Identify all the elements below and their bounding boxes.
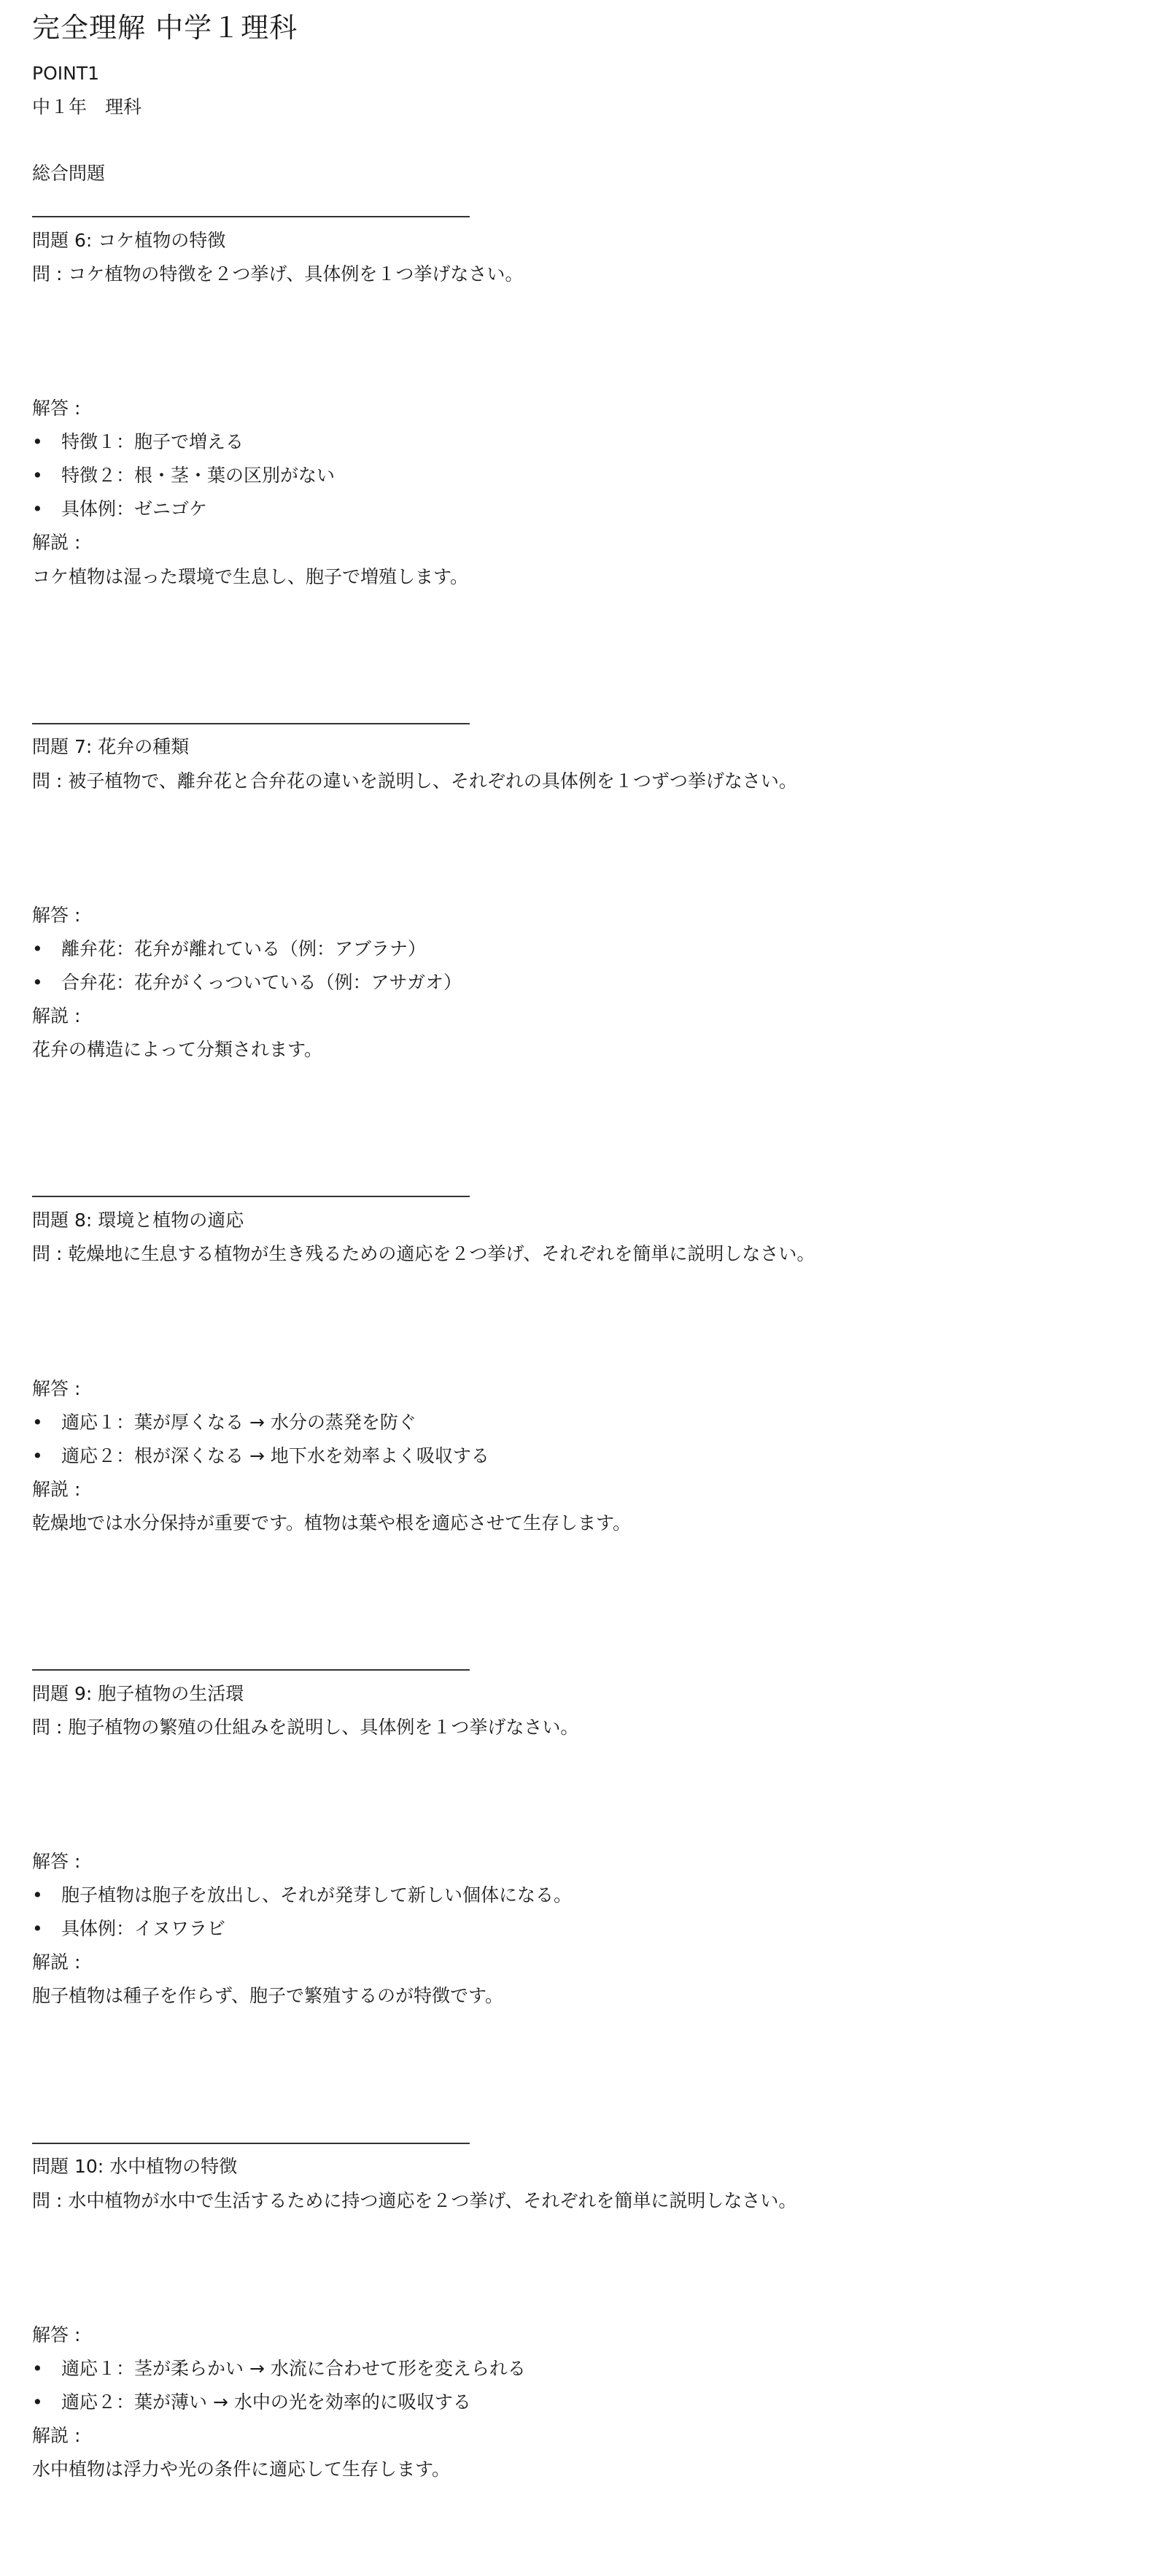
answer-item xyxy=(32,936,426,962)
bullet-icon: • xyxy=(32,1412,43,1433)
answer-text: 離弁花：花弁が離れている（例：アブラナ） xyxy=(61,938,427,959)
answer-item xyxy=(32,1916,225,1942)
problem-question: 問 : コケ植物の特徴を２つ挙げ、具体例を１つ挙げなさい。 xyxy=(32,263,524,285)
answer-label: 解答 : xyxy=(32,905,81,926)
bullet-icon: • xyxy=(32,1884,43,1906)
explanation-label: 解説 : xyxy=(32,1952,81,1973)
explanation-text: 花弁の構造によって分類されます。 xyxy=(32,1039,323,1060)
answer-item xyxy=(32,2389,471,2416)
divider xyxy=(32,2143,470,2144)
answer-label: 解答 : xyxy=(32,398,81,419)
problem-question: 問 : 胞子植物の繁殖の仕組みを説明し、具体例を１つ挙げなさい。 xyxy=(32,1717,579,1738)
divider xyxy=(32,1669,470,1671)
bullet-icon: • xyxy=(32,465,43,486)
answer-text: 適応１：葉が厚くなる → 水分の蒸発を防ぐ xyxy=(61,1412,416,1433)
answer-text: 具体例：イヌワラビ xyxy=(61,1918,226,1939)
answer-item xyxy=(32,1409,416,1436)
divider xyxy=(32,216,470,217)
bullet-icon: • xyxy=(32,2391,43,2413)
bullet-icon: • xyxy=(32,938,43,959)
answer-text: 適応１：茎が柔らかい → 水流に合わせて形を変えられる xyxy=(61,2358,526,2379)
explanation-text: コケ植物は湿った環境で生息し、胞子で増殖します。 xyxy=(32,566,469,587)
explanation-label: 解説 : xyxy=(32,1479,81,1500)
bullet-icon: • xyxy=(32,431,43,452)
answer-item xyxy=(32,1882,572,1908)
bullet-icon: • xyxy=(32,1918,43,1939)
answer-text: 適応２：葉が薄い → 水中の光を効率的に吸収する xyxy=(61,2391,471,2413)
answer-text: 具体例：ゼニゴケ xyxy=(61,498,208,519)
explanation-label: 解説 : xyxy=(32,1005,81,1026)
problem-heading: 問題 10: 水中植物の特徴 xyxy=(32,2156,238,2177)
answer-text: 特徴２：根・茎・葉の区別がない xyxy=(61,465,336,486)
bullet-icon: • xyxy=(32,498,43,519)
grade-subject: 中１年 理科 xyxy=(32,96,142,117)
problem-question: 問 : 被子植物で、離弁花と合弁花の違いを説明し、それぞれの具体例を１つずつ挙げなさい。 xyxy=(32,770,797,792)
answer-text: 合弁花：花弁がくっついている（例：アサガオ） xyxy=(61,972,462,993)
explanation-text: 乾燥地では水分保持が重要です。植物は葉や根を適応させて生存します。 xyxy=(32,1512,632,1533)
explanation-label: 解説 : xyxy=(32,2425,81,2446)
explanation-label: 解説 : xyxy=(32,532,81,553)
answer-label: 解答 : xyxy=(32,1378,81,1399)
problem-heading: 問題 8: 環境と植物の適応 xyxy=(32,1210,244,1231)
answer-item xyxy=(32,463,335,489)
problem-heading: 問題 6: コケ植物の特徴 xyxy=(32,230,226,251)
problem-heading: 問題 7: 花弁の種類 xyxy=(32,736,190,757)
section-title: 総合問題 xyxy=(32,163,106,184)
explanation-text: 水中植物は浮力や光の条件に適応して生存します。 xyxy=(32,2459,451,2480)
answer-item xyxy=(32,429,244,455)
answer-item xyxy=(32,1443,489,1469)
answer-label: 解答 : xyxy=(32,2324,81,2345)
problem-heading: 問題 9: 胞子植物の生活環 xyxy=(32,1683,244,1704)
answer-label: 解答 : xyxy=(32,1851,81,1872)
answer-item xyxy=(32,496,207,522)
bullet-icon: • xyxy=(32,1445,43,1466)
answer-item xyxy=(32,2356,526,2382)
document-title: 完全理解 中学１理科 xyxy=(32,12,298,44)
problem-question: 問 : 乾燥地に生息する植物が生き残るための適応を２つ挙げ、それぞれを簡単に説明しなさい。 xyxy=(32,1243,815,1264)
bullet-icon: • xyxy=(32,2358,43,2379)
divider xyxy=(32,723,470,724)
problem-question: 問 : 水中植物が水中で生活するために持つ適応を２つ挙げ、それぞれを簡単に説明しなさい。 xyxy=(32,2190,797,2211)
answer-text: 適応２：根が深くなる → 地下水を効率よく吸収する xyxy=(61,1445,489,1466)
answer-text: 胞子植物は胞子を放出し、それが発芽して新しい個体になる。 xyxy=(61,1884,573,1906)
answer-text: 特徴１：胞子で増える xyxy=(61,431,244,452)
point-label: POINT1 xyxy=(32,63,100,84)
explanation-text: 胞子植物は種子を作らず、胞子で繁殖するのが特徴です。 xyxy=(32,1985,504,2006)
divider xyxy=(32,1196,470,1197)
bullet-icon: • xyxy=(32,972,43,993)
answer-item xyxy=(32,970,462,996)
